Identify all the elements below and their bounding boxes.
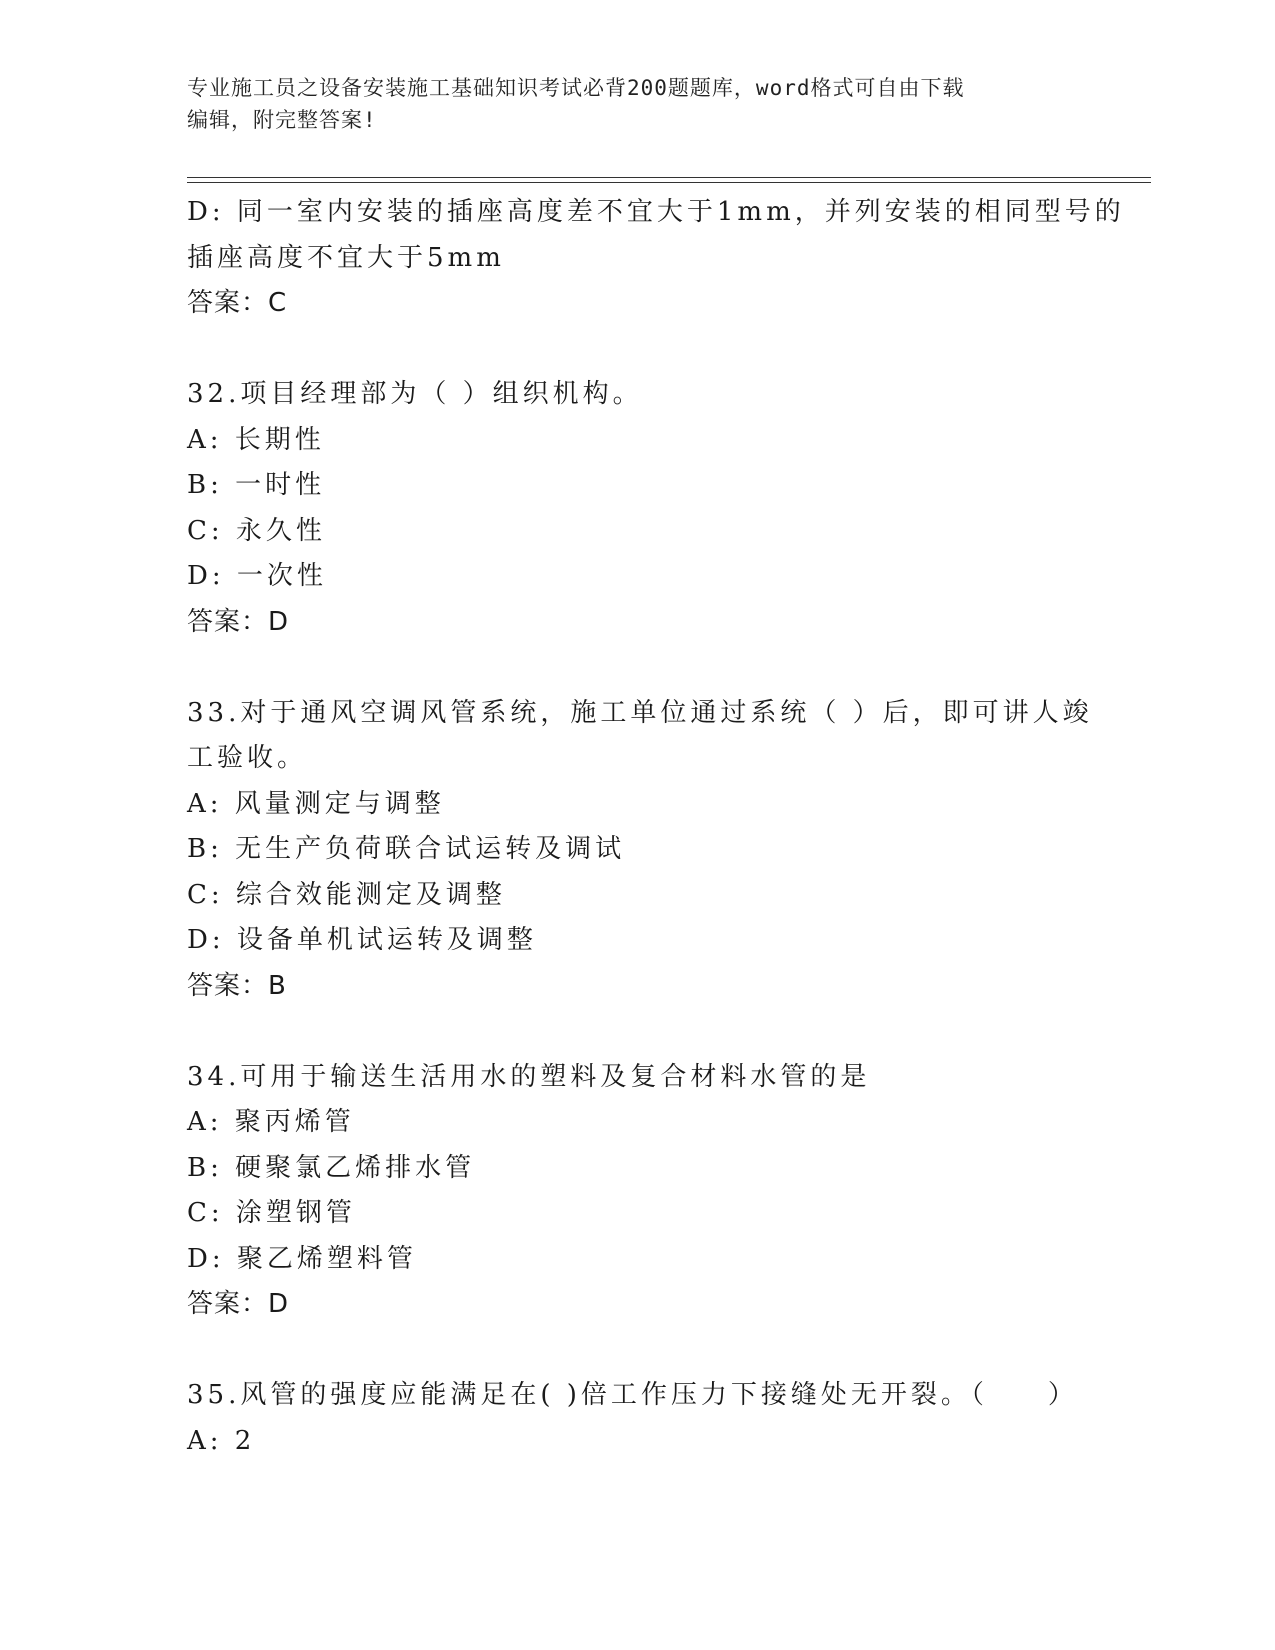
header-divider-bottom: [187, 182, 1151, 183]
answer: 答案：D: [187, 606, 290, 637]
option-c: C: 永久性: [187, 515, 326, 546]
question-content: [187, 190, 1125, 1464]
spacer: [187, 1328, 1087, 1374]
question-stem: 34.可用于输送生活用水的塑料及复合材料水管的是: [187, 1061, 871, 1092]
question-stem: 33.对于通风空调风管系统，施工单位通过系统（ ）后，即可讲人竣: [187, 697, 1093, 728]
option-d: D: 一次性: [187, 561, 327, 591]
option-c: C: 综合效能测定及调整: [187, 879, 506, 910]
question-stem: 32.项目经理部为（ ）组织机构。: [187, 379, 643, 409]
answer: 答案：C: [187, 288, 288, 318]
option-a: A: 风量测定与调整: [187, 788, 445, 819]
option-d-continued: 插座高度不宜大于5mm: [187, 242, 505, 273]
question-stem-continued: 工验收。: [187, 743, 308, 773]
question-31-tail: [187, 190, 1125, 327]
option-b: B: 无生产负荷联合试运转及调试: [187, 834, 626, 864]
question-stem: 35.风管的强度应能满足在( )倍工作压力下接缝处无开裂。（ ）: [187, 1380, 1078, 1410]
question-35: [187, 1373, 1087, 1464]
option-d: D: 同一室内安装的插座高度差不宜大于1mm，并列安装的相同型号的: [187, 197, 1125, 227]
header-title-line-1: 专业施工员之设备安装施工基础知识考试必背200题题库，word格式可自由下载: [187, 76, 965, 100]
spacer: [187, 1009, 1087, 1055]
option-a: A: 2: [187, 1425, 256, 1456]
answer: 答案：B: [187, 970, 287, 1001]
option-b: B: 硬聚氯乙烯排水管: [187, 1152, 476, 1183]
spacer: [187, 645, 1087, 691]
option-a: A: 长期性: [187, 424, 325, 455]
question-32: [187, 372, 1087, 645]
option-b: B: 一时性: [187, 470, 326, 500]
option-d: D: 设备单机试运转及调整: [187, 925, 537, 955]
question-33: [187, 691, 1093, 1010]
option-d: D: 聚乙烯塑料管: [187, 1243, 417, 1274]
header-divider-top: [187, 177, 1151, 178]
spacer: [187, 327, 1087, 373]
answer: 答案：D: [187, 1289, 290, 1319]
question-34: [187, 1055, 1087, 1328]
option-a: A: 聚丙烯管: [187, 1107, 355, 1137]
option-c: C: 涂塑钢管: [187, 1198, 356, 1228]
header-title-line-2: 编辑，附完整答案!: [187, 108, 377, 132]
document-header: [187, 72, 1087, 136]
